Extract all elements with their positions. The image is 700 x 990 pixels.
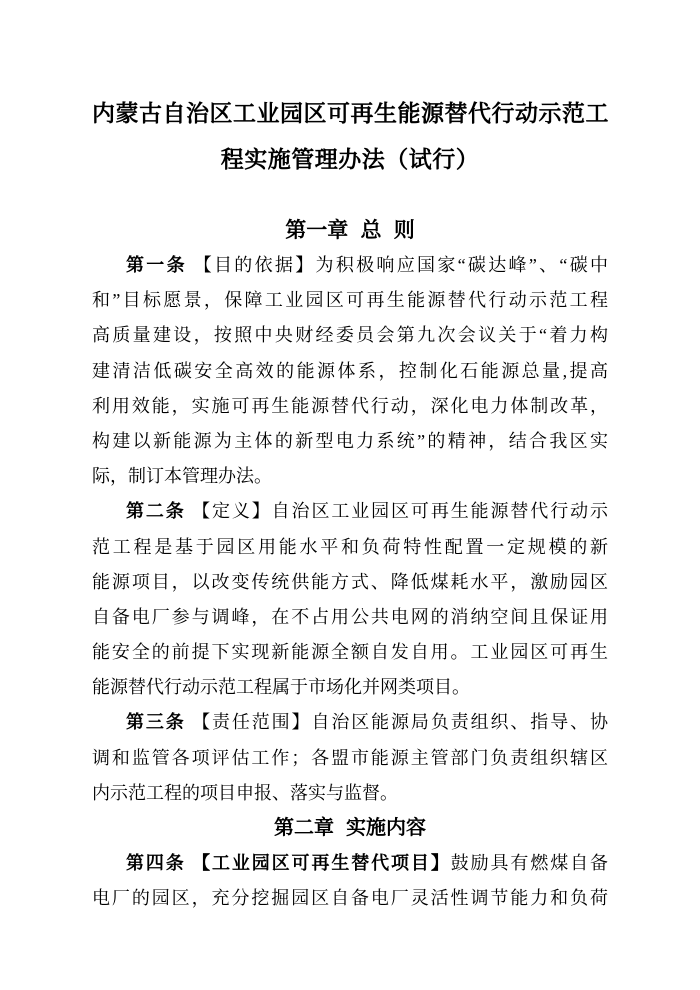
line-text: 和”目标愿景，保障工业园区可再生能源替代行动示范工程 <box>92 290 608 311</box>
body-line <box>92 846 608 881</box>
line-text: 内示范工程的项目申报、落实与监督。 <box>92 782 398 803</box>
body-line <box>92 248 608 283</box>
line-text: 构建以新能源为主体的新型电力系统”的精神，结合我区实 <box>92 430 608 451</box>
line-text: 能源项目，以改变传统供能方式、降低煤耗水平，激励园区 <box>92 571 608 592</box>
line-text: 【目的依据】为积极响应国家“碳达峰”、“碳中 <box>186 255 608 275</box>
line-text: 建清洁低碳安全高效的能源体系，控制化石能源总量,提高 <box>92 360 608 381</box>
line-text: 能安全的前提下实现新能源全额自发自用。工业园区可再生 <box>92 642 608 663</box>
body-line <box>92 776 608 811</box>
line-text: 电厂的园区，充分挖掘园区自备电厂灵活性调节能力和负荷 <box>92 888 608 909</box>
chapter-1-heading: 第一章 总 则 <box>285 218 415 242</box>
line-text: 【定义】自治区工业园区可再生能源替代行动示 <box>185 501 608 522</box>
line-text: 【责任范围】自治区能源局负责组织、指导、协 <box>185 712 608 733</box>
article-number: 第二条 <box>126 501 186 522</box>
body-line <box>92 741 608 776</box>
body-line <box>92 881 608 916</box>
article-number: 第四条 <box>126 853 186 874</box>
article-label: 【工业园区可再生替代项目】 <box>185 853 451 874</box>
document-title-line-2: 程实施管理办法（试行） <box>220 146 480 172</box>
body-line <box>92 459 608 494</box>
body-line <box>92 424 608 459</box>
line-text: 范工程是基于园区用能水平和负荷特性配置一定规模的新 <box>92 536 608 557</box>
document-sheet <box>92 90 608 917</box>
line-text: 调和监管各项评估工作；各盟市能源主管部门负责组织辖区 <box>92 747 608 768</box>
body-line <box>92 530 608 565</box>
line-text: 鼓励具有燃煤自备 <box>450 853 609 874</box>
body-line <box>92 705 608 740</box>
line-text: 际，制订本管理办法。 <box>92 466 272 487</box>
article-number: 第一条 <box>126 255 187 275</box>
article-number: 第三条 <box>126 712 186 733</box>
body-line <box>92 494 608 529</box>
line-text: 能源替代行动示范工程属于市场化并网类项目。 <box>92 677 470 698</box>
line-text: 利用效能，实施可再生能源替代行动，深化电力体制改革， <box>92 395 608 416</box>
body-line <box>92 600 608 635</box>
body-line <box>92 635 608 670</box>
body-line <box>92 565 608 600</box>
chapter-2-heading: 第二章 实施内容 <box>274 817 426 839</box>
line-text: 高质量建设，按照中央财经委员会第九次会议关于“着力构 <box>92 325 608 346</box>
body-line <box>92 318 608 353</box>
body-line <box>92 354 608 389</box>
body-line <box>92 283 608 318</box>
document-title-line-1: 内蒙古自治区工业园区可再生能源替代行动示范工 <box>92 100 609 126</box>
body-line <box>92 389 608 424</box>
line-text: 自备电厂参与调峰，在不占用公共电网的消纳空间且保证用 <box>92 606 608 627</box>
title-gap <box>92 182 608 212</box>
body-line <box>92 670 608 705</box>
